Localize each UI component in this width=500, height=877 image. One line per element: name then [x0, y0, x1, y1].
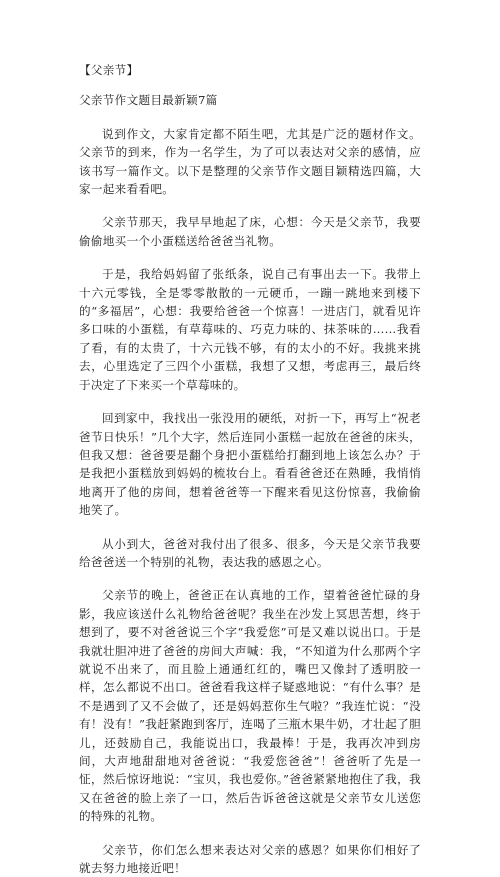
- paragraph-intro: 说到作文，大家肯定都不陌生吧，尤其是广泛的题材作文。父亲节的到来，作为一名学生，为了可以表达对父亲的感情，应该书写一篇作文。以下是整理的父亲节作文题目颖精选四篇，大家一起来看看吧。: [79, 126, 421, 197]
- paragraph-4: 回到家中，我找出一张没用的硬纸，对折一下，再写上“祝老爸节日快乐！”几个大字，然后连同小蛋糕一起放在爸爸的床头，但我又想：爸爸要是翻个身把小蛋糕给打翻到地上该怎么办？于是我把小蛋糕放到妈妈的梳妆台上。看看爸爸还在熟睡，我悄悄地离开了他的房间，想着爸爸等一下醒来看见这份惊喜，我偷偷地笑了。: [79, 411, 421, 518]
- paragraph-6: 父亲节的晚上，爸爸正在认真地的工作，望着爸爸忙碌的身影，我应该送什么礼物给爸爸呢？我坐在沙发上冥思苦想，终于想到了，要不对爸爸说三个字“我爱您”可是又难以说出口。于是我就壮胆冲进了爸爸的房间大声喊：我，“不知道为什么那两个字就说不出来了，而且脸上通通红红的，嘴巴又像封了透明胶一样，怎么都说不出口。爸爸看我这样子疑惑地说：“有什么事？是不是遇到了又不会做了，还是妈妈惹你生气啦？”我连忙说：“没有！没有！”我赶紧跑到客厅，连喝了三瓶木果牛奶，才壮起了胆儿，还鼓励自己，我能说出口，我最棒！于是，我再次冲到房间，大声地甜甜地对爸爸说：“我爱您爸爸”！爸爸听了先是一怔，然后惊讶地说：“宝贝，我也爱你。”爸爸紧紧地抱住了我，我又在爸爸的脸上亲了一口，然后告诉爸爸这就是父亲节女儿送您的特殊的礼物。: [79, 588, 421, 824]
- paragraph-3: 于是，我给妈妈留了张纸条，说自己有事出去一下。我带上十六元零钱，全是零零散散的一元硬币，一蹦一跳地来到楼下的“多福居”，心想：我要给爸爸一个惊喜！一进店门，就看见许多口味的小蛋糕，有草莓味的、巧克力味的、抹茶味的……我看了看，有的太贵了，十六元钱不够，有的太小的不好。我挑来挑去，心里选定了三四个小蛋糕，我想了又想，考虑再三，最后终于决定了下来买一个草莓味的。: [79, 267, 421, 392]
- paragraph-5: 从小到大，爸爸对我付出了很多、很多，今天是父亲节我要给爸爸送一个特别的礼物，表达我的感恩之心。: [79, 536, 421, 569]
- paragraph-2: 父亲节那天，我早早地起了床，心想：今天是父亲节，我要偷偷地买一个小蛋糕送给爸爸当礼物。: [79, 215, 421, 248]
- document-body: [79, 0, 421, 876]
- document-title: 父亲节作文题目最新颖7篇: [79, 93, 218, 108]
- category-tag: 【父亲节】: [79, 63, 139, 77]
- paragraph-7-partial: 父亲节，你们怎么想来表达对父亲的感恩？如果你们相好了就去努力地接近吧！: [79, 842, 421, 876]
